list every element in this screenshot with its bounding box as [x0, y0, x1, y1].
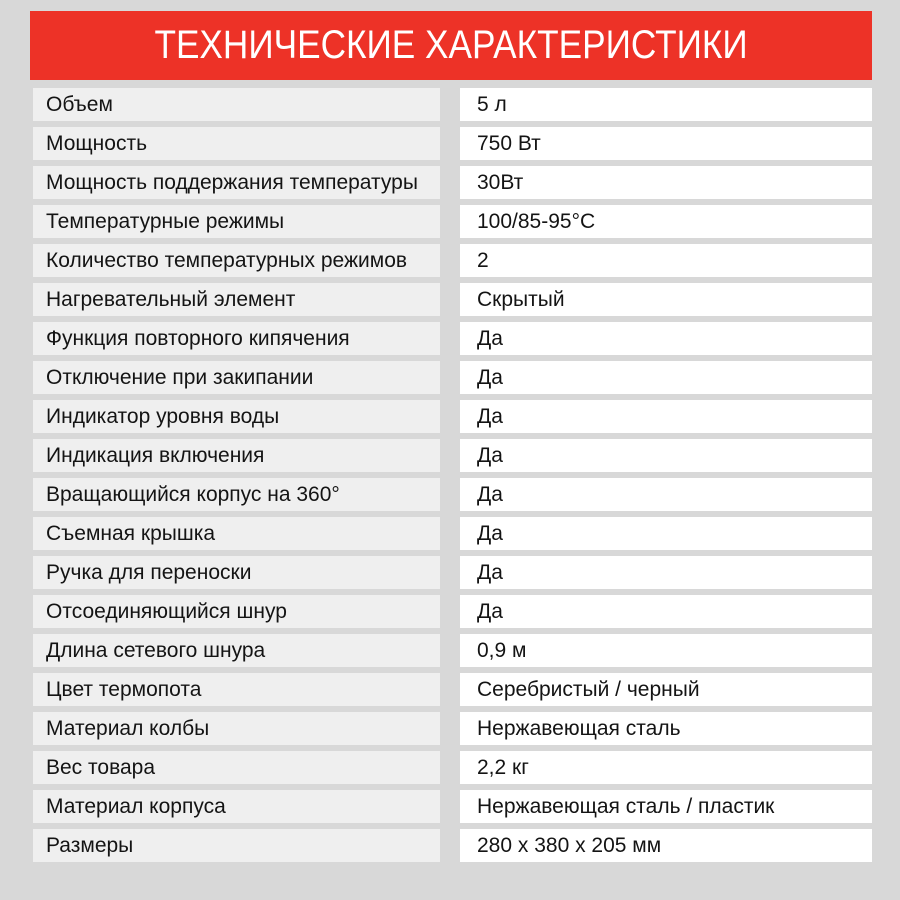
spec-value-cell: Да — [460, 517, 872, 550]
spec-value-cell: 2 — [460, 244, 872, 277]
spec-row — [33, 166, 872, 199]
spec-label-cell: Объем — [33, 88, 440, 121]
spec-row — [33, 439, 872, 472]
spec-label-cell: Съемная крышка — [33, 517, 440, 550]
spec-row — [33, 595, 872, 628]
spec-value-cell: 280 x 380 x 205 мм — [460, 829, 872, 862]
spec-value-cell: Да — [460, 556, 872, 589]
spec-value-cell: Серебристый / черный — [460, 673, 872, 706]
spec-value-cell: Да — [460, 439, 872, 472]
spec-row — [33, 244, 872, 277]
spec-row — [33, 829, 872, 862]
spec-label-cell: Нагревательный элемент — [33, 283, 440, 316]
spec-row — [33, 790, 872, 823]
spec-label-cell: Индикатор уровня воды — [33, 400, 440, 433]
spec-value-cell: 30Вт — [460, 166, 872, 199]
spec-value-cell: Да — [460, 322, 872, 355]
spec-value-cell: Да — [460, 595, 872, 628]
spec-row — [33, 322, 872, 355]
spec-label-cell: Материал корпуса — [33, 790, 440, 823]
spec-label-cell: Отсоединяющийся шнур — [33, 595, 440, 628]
spec-value-cell: 2,2 кг — [460, 751, 872, 784]
spec-label-cell: Цвет термопота — [33, 673, 440, 706]
spec-label-cell: Температурные режимы — [33, 205, 440, 238]
spec-table — [0, 88, 900, 862]
spec-row — [33, 88, 872, 121]
spec-value-cell: Да — [460, 400, 872, 433]
page-title: ТЕХНИЧЕСКИЕ ХАРАКТЕРИСТИКИ — [154, 23, 748, 67]
spec-row — [33, 283, 872, 316]
spec-label-cell: Мощность — [33, 127, 440, 160]
spec-value-cell: Скрытый — [460, 283, 872, 316]
spec-value-cell: 5 л — [460, 88, 872, 121]
spec-label-cell: Функция повторного кипячения — [33, 322, 440, 355]
spec-value-cell: Нержавеющая сталь / пластик — [460, 790, 872, 823]
spec-row — [33, 205, 872, 238]
spec-label-cell: Вращающийся корпус на 360° — [33, 478, 440, 511]
spec-label-cell: Количество температурных режимов — [33, 244, 440, 277]
spec-row — [33, 556, 872, 589]
spec-row — [33, 400, 872, 433]
spec-value-cell: 750 Вт — [460, 127, 872, 160]
spec-label-cell: Материал колбы — [33, 712, 440, 745]
header-banner — [30, 11, 872, 80]
spec-row — [33, 127, 872, 160]
spec-row — [33, 517, 872, 550]
spec-label-cell: Ручка для переноски — [33, 556, 440, 589]
spec-row — [33, 478, 872, 511]
spec-value-cell: Да — [460, 361, 872, 394]
spec-value-cell: 100/85-95°C — [460, 205, 872, 238]
spec-value-cell: Да — [460, 478, 872, 511]
spec-row — [33, 712, 872, 745]
spec-value-cell: 0,9 м — [460, 634, 872, 667]
spec-label-cell: Длина сетевого шнура — [33, 634, 440, 667]
spec-row — [33, 751, 872, 784]
spec-label-cell: Вес товара — [33, 751, 440, 784]
spec-row — [33, 361, 872, 394]
spec-label-cell: Мощность поддержания температуры — [33, 166, 440, 199]
spec-value-cell: Нержавеющая сталь — [460, 712, 872, 745]
spec-row — [33, 673, 872, 706]
spec-label-cell: Индикация включения — [33, 439, 440, 472]
spec-row — [33, 634, 872, 667]
spec-label-cell: Отключение при закипании — [33, 361, 440, 394]
spec-label-cell: Размеры — [33, 829, 440, 862]
